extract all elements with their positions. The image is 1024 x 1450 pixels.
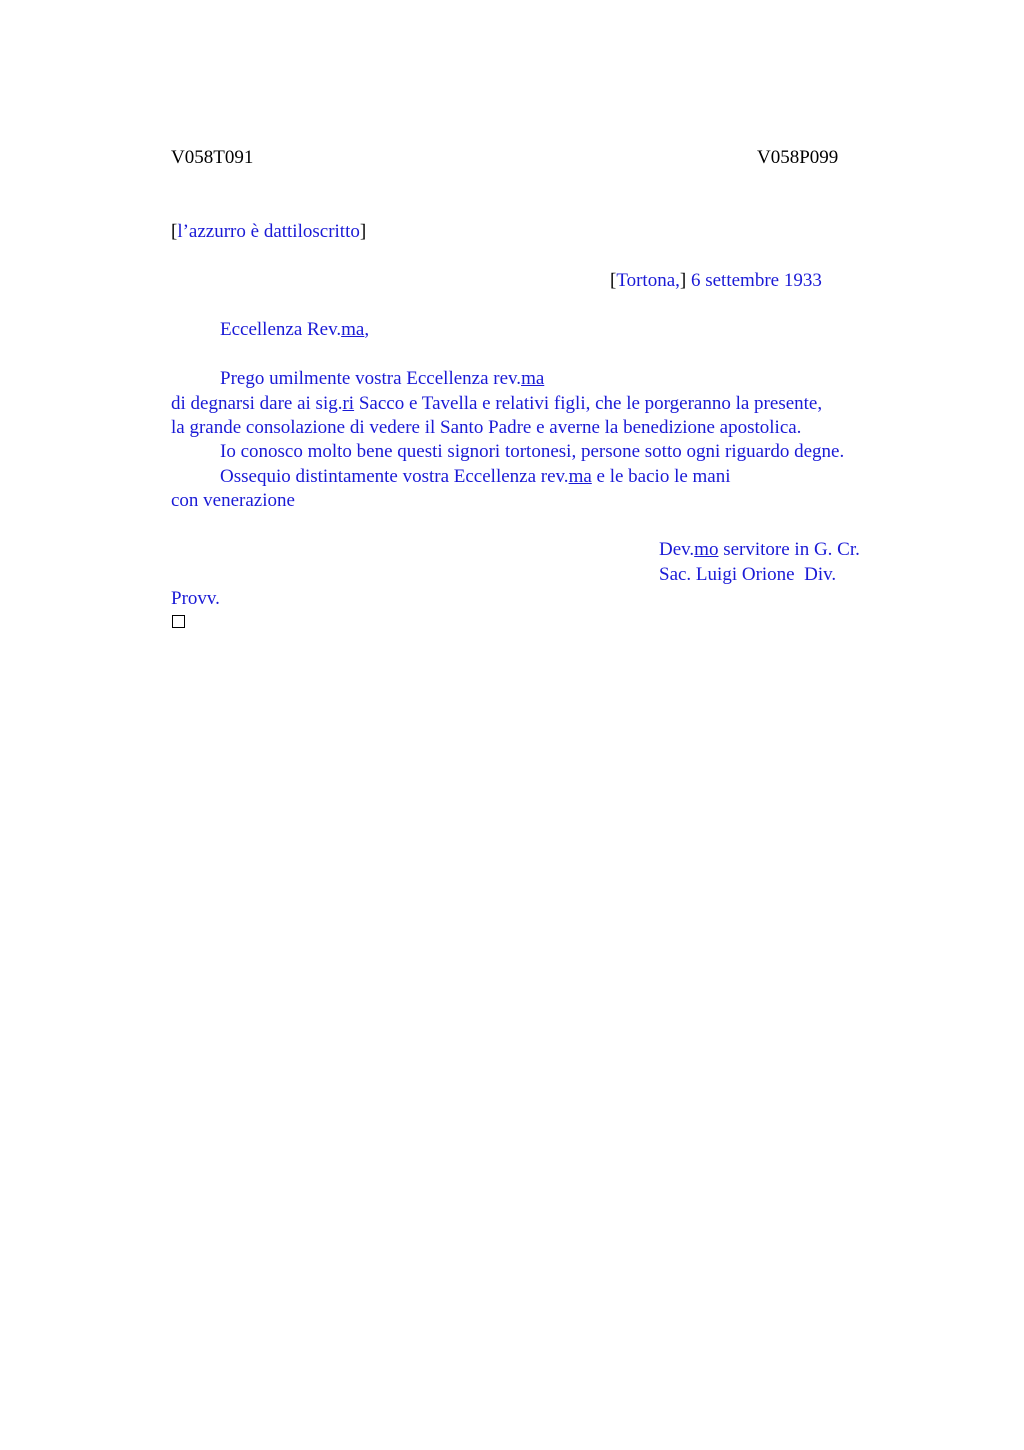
body-line-4: Io conosco molto bene questi signori tortonesi, persone sotto ogni riguardo degne. bbox=[220, 441, 845, 462]
body-line-2-pre: di degnarsi dare ai sig. bbox=[171, 393, 343, 414]
square-marker bbox=[172, 615, 185, 628]
body-line-1-abbr: ma bbox=[521, 368, 545, 389]
signature-line: Sac. Luigi Orione Div. bbox=[659, 564, 837, 585]
editorial-note bbox=[171, 220, 366, 244]
dateline bbox=[610, 269, 822, 293]
body-line-5 bbox=[220, 465, 731, 489]
dateline-place: Tortona, bbox=[616, 270, 680, 291]
body-line-2-post: Sacco e Tavella e relativi figli, che le porgeranno la presente, bbox=[354, 393, 823, 414]
document-code-left: V058T091 bbox=[171, 147, 254, 168]
body-line-5-pre: Ossequio distintamente vostra Eccellenza rev. bbox=[220, 466, 569, 487]
dateline-date: 6 settembre 1933 bbox=[686, 270, 822, 291]
note-open-bracket: [ bbox=[171, 221, 178, 242]
note-text: l’azzurro è dattiloscritto bbox=[177, 221, 360, 242]
salutation bbox=[220, 318, 369, 342]
body-line-1 bbox=[220, 367, 544, 391]
body-line-2-abbr: ri bbox=[342, 393, 355, 414]
closing-line-1-abbr: mo bbox=[694, 539, 719, 560]
body-line-1-text: Prego umilmente vostra Eccellenza rev. bbox=[220, 368, 522, 389]
dateline-open-bracket: [ bbox=[610, 270, 617, 291]
salutation-text: Eccellenza Rev. bbox=[220, 319, 342, 340]
body-line-5-post: e le bacio le mani bbox=[591, 466, 731, 487]
body-line-2 bbox=[171, 392, 822, 416]
closing-line-3: Provv. bbox=[171, 588, 220, 609]
body-line-6: con venerazione bbox=[171, 490, 295, 511]
document-code-right: V058P099 bbox=[757, 147, 839, 168]
closing-line-1 bbox=[659, 538, 860, 562]
salutation-punct: , bbox=[364, 319, 370, 340]
closing-line-1-post: servitore in G. Cr. bbox=[718, 539, 860, 560]
salutation-abbr: ma bbox=[341, 319, 365, 340]
body-line-5-abbr: ma bbox=[568, 466, 592, 487]
dateline-close-bracket: ] bbox=[679, 270, 687, 291]
note-close-bracket: ] bbox=[359, 221, 367, 242]
closing-line-1-pre: Dev. bbox=[659, 539, 695, 560]
body-line-3: la grande consolazione di vedere il Santo Padre e averne la benedizione apostolica. bbox=[171, 417, 802, 438]
